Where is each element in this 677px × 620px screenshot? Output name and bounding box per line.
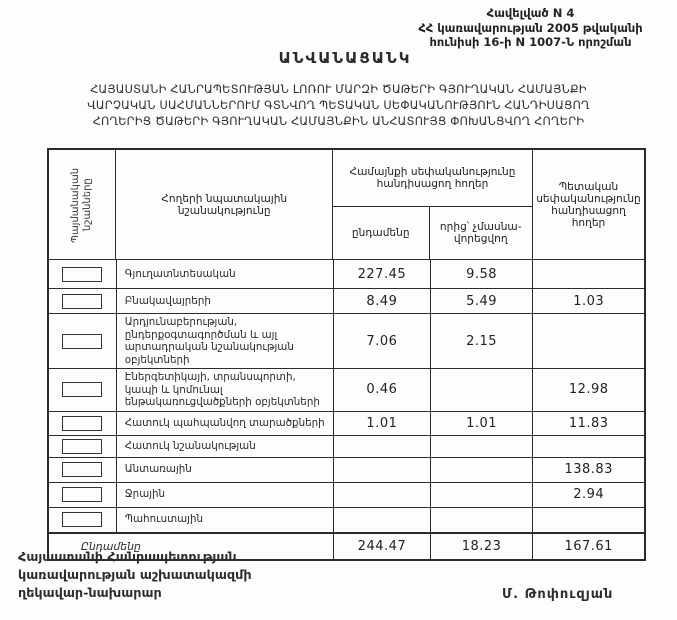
row-community-total: 7.06 [334,314,431,368]
annex-line-1: Հավելված N 4 [486,6,575,20]
row-community-total [334,483,431,507]
row-non-privatized: 1.01 [431,412,534,435]
subtitle-line-3: ՀՈՂԵՐԻՑ ԾԱԹԵՐԻ ԳՅՈՒՂԱԿԱՆ ՀԱՄԱՅՆՔԻՆ ԱՆՀԱՏՈՒՅՑ ՓՈԽԱՆՑՎՈՂ ՀՈՂԵՐԻ [92,115,585,128]
map-symbol-box [62,416,102,431]
row-community-total [334,458,431,482]
row-community-total: 8.49 [334,289,431,313]
row-non-privatized [431,369,534,411]
map-symbol-box [62,462,102,477]
total-state: 167.61 [564,538,613,554]
map-symbol-box [62,439,102,454]
total-non-privatized: 18.23 [431,534,534,559]
table-row-reserve [49,508,644,533]
table-row-forest [49,458,644,483]
table-row-industrial [49,314,644,369]
row-label: Էներգետիկայի, տրանսպորտի, կապի և կոմունալ ենթակառուցվածքների օբյեկտների [117,369,334,411]
document-subtitle [30,82,647,130]
row-non-privatized: 5.49 [431,289,534,313]
map-symbol-box [62,382,102,397]
header-state-property: Պետական սեփականությունը հանդիսացող հողեր [536,180,641,229]
header-conventional-signs-label: Պայմանական նշանները [70,166,94,243]
row-community-total: 0.46 [334,369,431,411]
row-label: Անտառային [117,458,334,482]
row-label: Պահուստային [117,508,334,532]
legend-swatch [49,289,117,313]
header-community-property: Համայնքի սեփականությունը հանդիսացող հողեր [333,150,532,207]
table-row-water [49,483,644,508]
header-non-privatized: որից՝ չմասնա-վորեցվող [439,221,522,245]
legend-swatch [49,260,117,288]
subtitle-line-1: ՀԱՅԱՍՏԱՆԻ ՀԱՆՐԱՊԵՏՈՒԹՅԱՆ ԼՈՌՈՒ ՄԱՐԶԻ ԾԱԹԵՐԻ ԳՅՈՒՂԱԿԱՆ ՀԱՄԱՅՆՔԻ [90,83,587,96]
header-community-subcolumns [333,207,532,259]
row-non-privatized [431,436,534,457]
row-label: Բնակավայրերի [117,289,334,313]
annex-reference [388,6,673,50]
header-conventional-signs [49,150,116,259]
table-header [49,150,644,260]
row-non-privatized [431,508,534,532]
row-label: Ջրային [117,483,334,507]
total-community-total: 244.47 [334,534,431,559]
legend-swatch [49,314,117,368]
row-state [533,508,644,532]
map-symbol-box [62,334,102,349]
annex-line-3: հունիսի 16-ի N 1007-Ն որոշման [429,35,632,49]
signature-name: Մ. Թոփուզյան [502,587,614,602]
page-title: ԱՆՎԱՆԱՑԱՆԿ [278,49,412,67]
row-non-privatized: 9.58 [431,260,534,288]
map-symbol-box [62,512,102,527]
header-community-total: ընդամենը [333,207,430,259]
legend-swatch [49,483,117,507]
row-community-total [334,508,431,532]
signatory-block [18,549,252,603]
legend-swatch [49,436,117,457]
table-row-agricultural [49,260,644,289]
annex-line-2: ՀՀ կառավարության 2005 թվականի [418,20,643,35]
row-label: Հատուկ պահպանվող տարածքների [117,412,334,435]
row-state: 12.98 [568,382,609,398]
row-state [533,436,644,457]
table-row-protected-areas [49,412,644,436]
row-non-privatized [431,458,534,482]
row-state [533,260,644,288]
map-symbol-box [62,267,102,282]
legend-swatch [49,369,117,411]
row-state: 138.83 [564,462,613,477]
signatory-line-3: ղեկավար-նախարար [18,586,162,601]
signatory-line-1: Հայաստանի Հանրապետության [18,550,237,565]
row-community-total [334,436,431,457]
row-state: 11.83 [568,415,609,431]
row-community-total: 1.01 [334,412,431,435]
row-state: 1.03 [573,293,605,309]
table-row-special-purpose [49,436,644,458]
row-label: Արդյունաբերության, ընդերքօգտագործման և այլ արտադրական նշանակության օբյեկտների [117,314,334,368]
row-label: Հատուկ նշանակության [117,436,334,457]
table-row-energy-transport [49,369,644,412]
header-community-group [333,150,533,259]
legend-swatch [49,458,117,482]
map-symbol-box [62,487,102,502]
total-row-label: Ընդամենը [49,534,334,559]
subtitle-line-2: ՎԱՐՉԱԿԱՆ ՍԱՀՄԱՆՆԵՐՈՒՄ ԳՏՆՎՈՂ ՊԵՏԱԿԱՆ ՍԵՓԱԿԱՆՈՒԹՅՈՒՆ ՀԱՆԴԻՍԱՑՈՂ [87,99,590,112]
row-label: Գյուղատնտեսական [117,260,334,288]
header-land-purpose: Հողերի նպատակային նշանակությունը [116,150,333,259]
legend-swatch [49,412,117,435]
row-state: 2.94 [573,487,605,502]
row-community-total: 227.45 [334,260,431,288]
map-symbol-box [62,294,102,309]
land-allocation-table [47,148,646,561]
table-row-residential [49,289,644,314]
row-non-privatized: 2.15 [431,314,534,368]
row-state [533,314,644,368]
legend-swatch [49,508,117,532]
signatory-line-2: կառավարության աշխատակազմի [18,568,252,583]
row-non-privatized [431,483,534,507]
